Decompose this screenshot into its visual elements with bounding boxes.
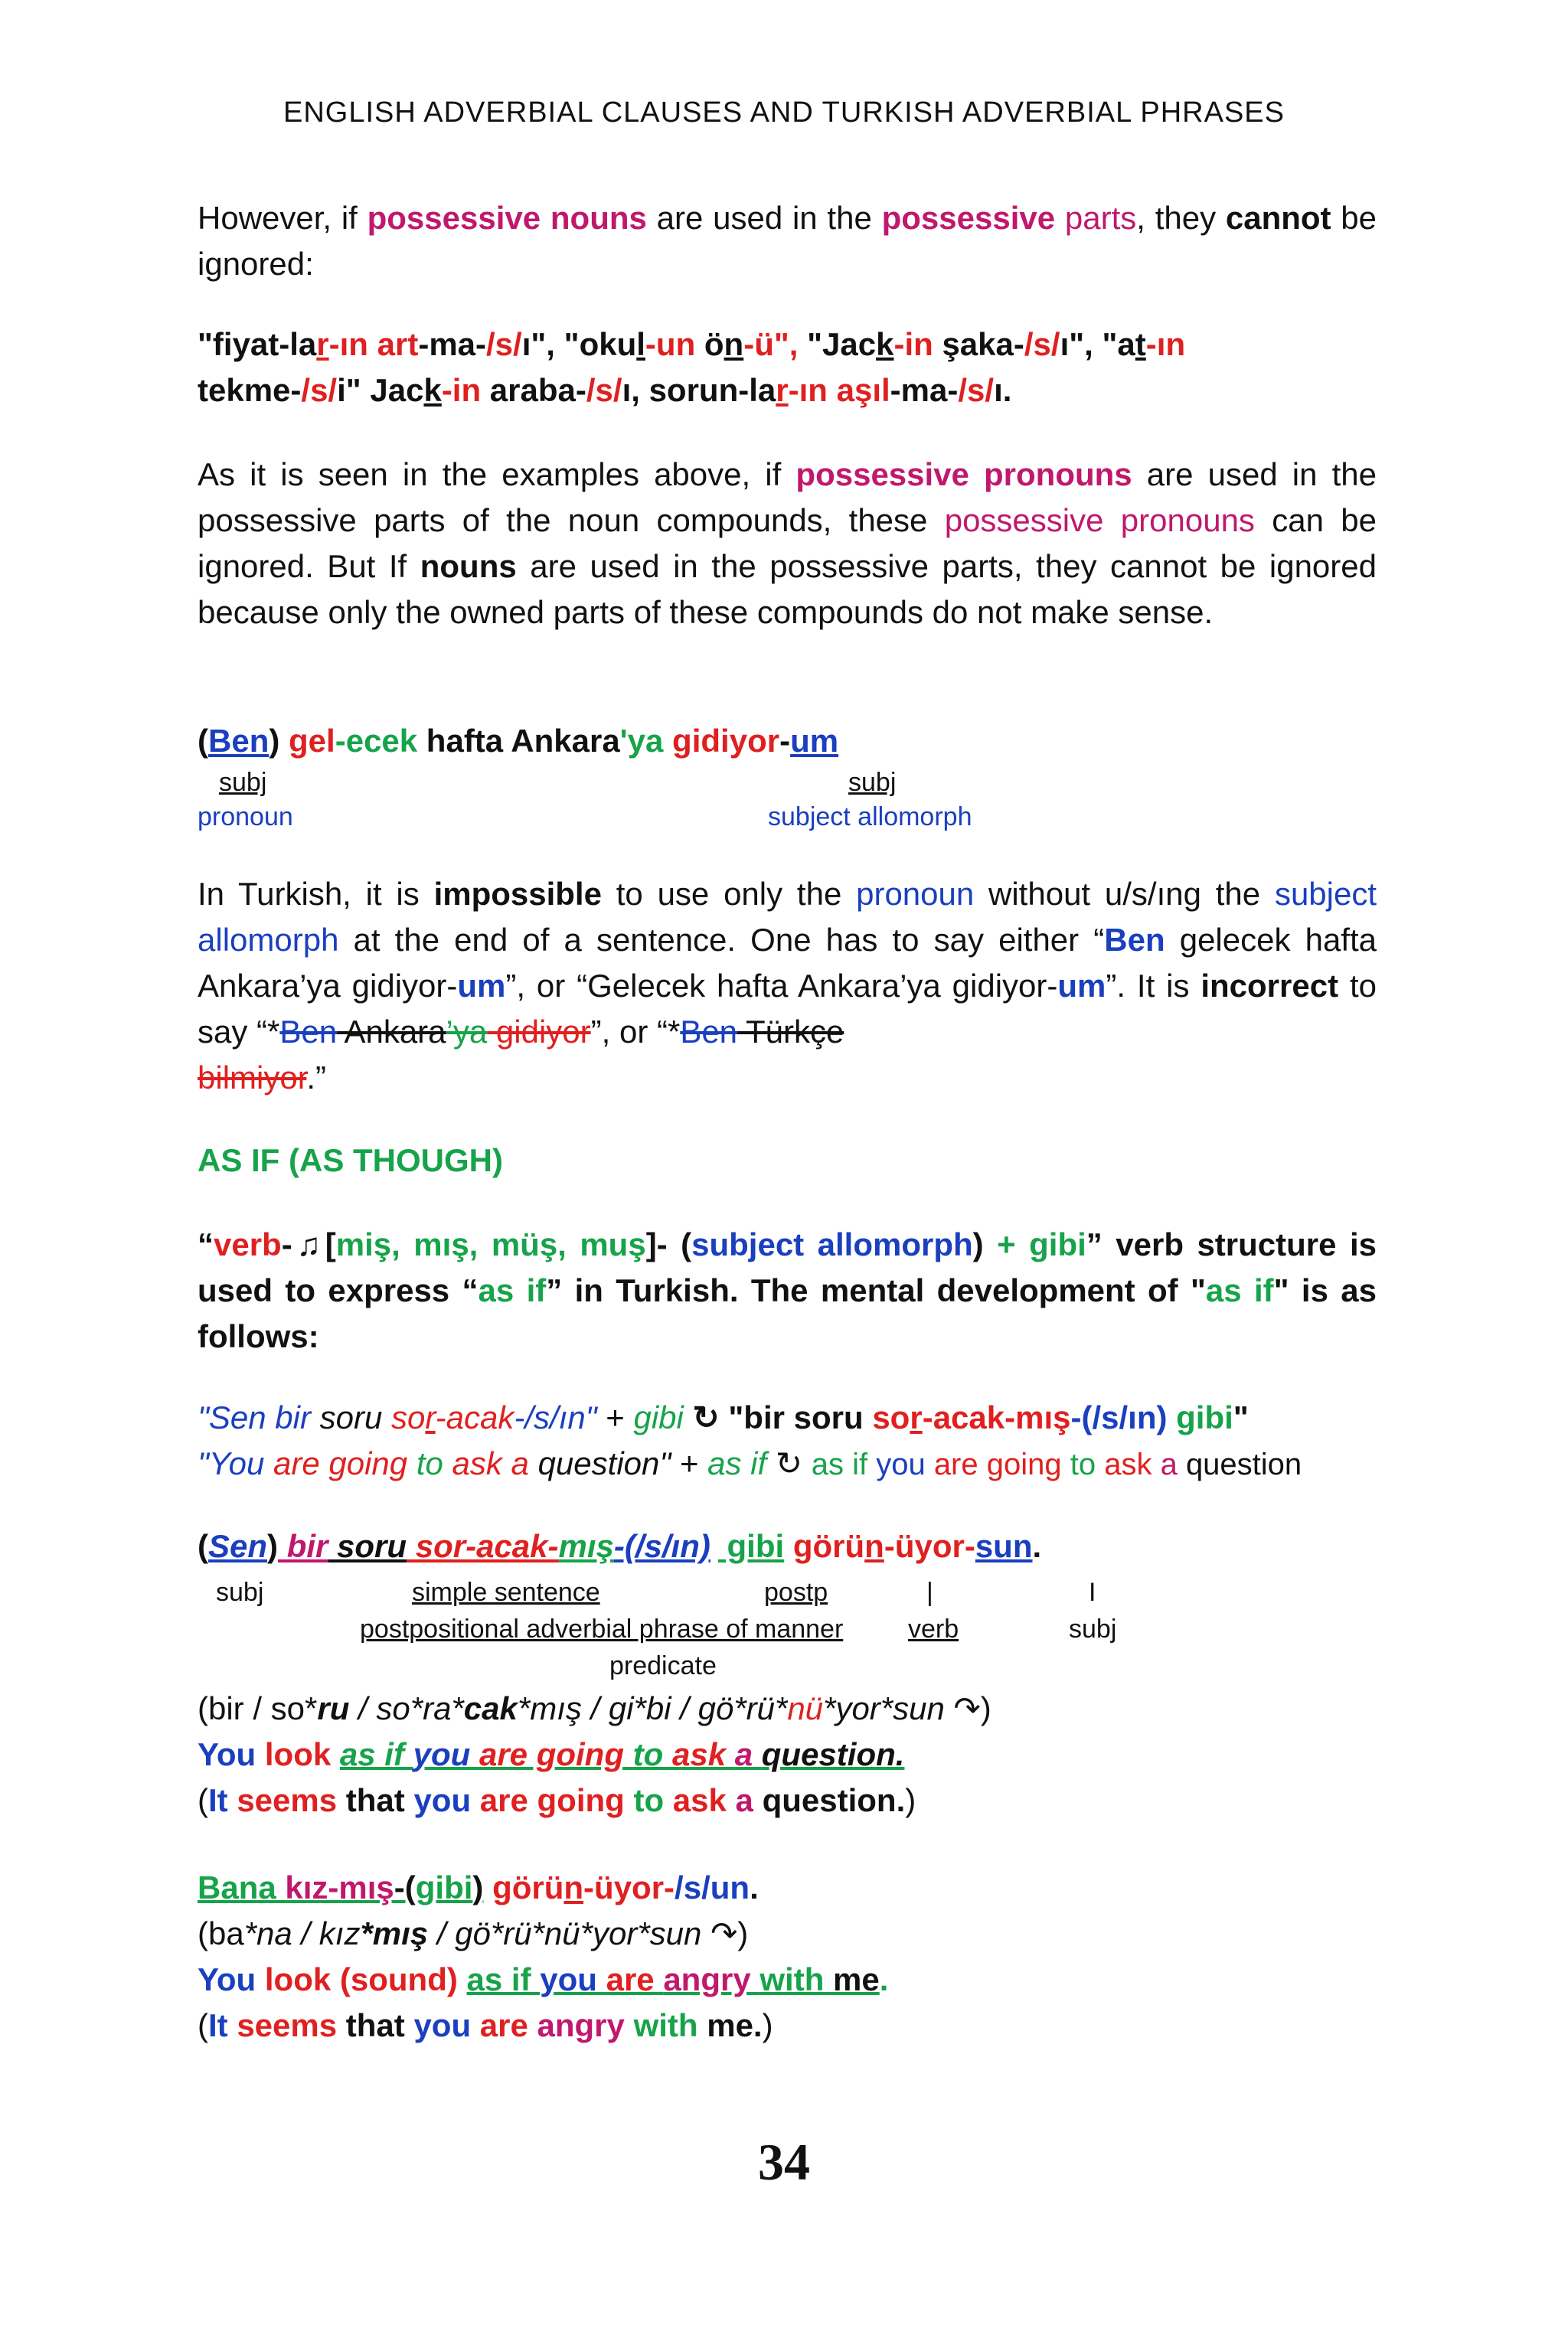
text: a xyxy=(1160,1448,1186,1481)
text: soru xyxy=(328,1528,407,1564)
ex-underlined: k xyxy=(423,372,442,408)
ex-text: şaka- xyxy=(933,326,1024,362)
mis: mış xyxy=(338,1869,394,1905)
suffix: -acak- xyxy=(922,1399,1016,1435)
highlight-possessive-nouns: possessive nouns xyxy=(367,200,647,236)
verb-root: gel xyxy=(279,723,335,759)
text: ) xyxy=(980,1690,991,1726)
text: that xyxy=(345,1782,414,1818)
stress: *mış xyxy=(360,1915,429,1951)
term-um: um xyxy=(1057,968,1106,1004)
text: ask xyxy=(671,1736,735,1772)
text: are going xyxy=(273,1445,416,1481)
ex-suffix: -ın xyxy=(788,372,828,408)
text: seems xyxy=(237,1782,346,1818)
text: you xyxy=(876,1448,934,1481)
text: ask xyxy=(672,1782,736,1818)
ex-suffix: -in xyxy=(441,372,482,408)
ex-text: "fiyat-la xyxy=(198,326,317,362)
text: look xyxy=(264,1961,340,1997)
ex-buffer: /s/ xyxy=(1024,326,1060,362)
emphasis-incorrect: incorrect xyxy=(1200,968,1339,1004)
text: angry xyxy=(663,1961,760,1997)
verb: so xyxy=(391,1399,426,1435)
ex-text: tekme- xyxy=(198,372,302,408)
as-if: as if xyxy=(466,1961,541,1997)
label-subject-allomorph: subject allomorph xyxy=(768,802,972,831)
text: to xyxy=(416,1445,452,1481)
paren: ) xyxy=(267,1528,279,1564)
text: You xyxy=(198,1961,265,1997)
underlined: r xyxy=(425,1399,436,1435)
paren: ) xyxy=(762,2007,773,2043)
term-verb: verb xyxy=(214,1226,282,1262)
text: me xyxy=(833,1961,880,1997)
ex-suffix: -un xyxy=(645,326,696,362)
ex-buffer: /s/ xyxy=(301,372,338,408)
emphasis-impossible: impossible xyxy=(433,876,602,912)
text: question xyxy=(1185,1448,1302,1481)
subject-allomorph: sun xyxy=(975,1528,1033,1564)
ex-text: ı", xyxy=(1060,326,1093,362)
term-as-if: as if xyxy=(478,1272,547,1308)
term-gibi: gibi xyxy=(1029,1226,1086,1262)
intonation-icon: ↷ xyxy=(710,1915,738,1951)
text: bi xyxy=(645,1690,671,1726)
translation-2 xyxy=(198,1778,916,1824)
text: Bana xyxy=(198,1869,286,1905)
ex-buffer: /s/ xyxy=(958,372,995,408)
struck-text: Ankara xyxy=(337,1014,446,1050)
text: "You xyxy=(198,1445,273,1481)
struck-pronoun: Sen xyxy=(208,1528,268,1564)
label-predicate: predicate xyxy=(609,1651,717,1680)
paren: ( xyxy=(198,723,208,759)
ex-text: "oku xyxy=(554,326,637,362)
term-subject-allomorph: subject allomorph xyxy=(691,1226,973,1262)
as-if: as if xyxy=(811,1448,877,1481)
text: ” in Turkish. The mental development of " xyxy=(546,1272,1206,1308)
as-if: as if xyxy=(707,1445,767,1481)
paren: ( xyxy=(198,1528,208,1564)
ex-underlined: t xyxy=(1135,326,1146,362)
struck-verb: gidiyor xyxy=(487,1014,591,1050)
examples-paragraph xyxy=(198,322,1377,413)
highlight-parts: parts xyxy=(1055,200,1137,236)
text: soru xyxy=(319,1399,392,1435)
mis: mış xyxy=(1015,1399,1071,1435)
text: are used in the possessive parts, they cannot be ignored because only the owned parts of these compounds do not make sense. xyxy=(198,548,1377,630)
intonation-icon: ↷ xyxy=(953,1690,981,1726)
label-subj-2: subj xyxy=(848,768,897,797)
text: to xyxy=(633,1782,673,1818)
text: In Turkish, it is xyxy=(198,876,434,912)
label-subj-2: subj xyxy=(1069,1615,1117,1644)
ex-underlined: n xyxy=(724,326,744,362)
verb-structure-rule xyxy=(198,1222,1377,1360)
text: However, if xyxy=(198,200,368,236)
plus: + xyxy=(983,1226,1030,1262)
paren: ( xyxy=(198,2007,208,2043)
ex-text: i" xyxy=(337,372,361,408)
text: .” xyxy=(306,1060,327,1096)
text: ”, or “* xyxy=(590,1014,681,1050)
struck-verb: bilmiyor xyxy=(198,1060,307,1096)
suffix: -üyor- xyxy=(884,1528,975,1564)
highlight-possessive-pronouns-2: possessive pronouns xyxy=(944,502,1255,538)
term-subject-allomorph: subject allomorph xyxy=(198,876,1377,958)
buffer: /s/ xyxy=(675,1869,710,1905)
case-suffix: 'ya xyxy=(619,723,664,759)
translation-4 xyxy=(198,2003,773,2049)
label-phrase: postpositional adverbial phrase of manner xyxy=(360,1615,844,1644)
ex-suffix: -ü", xyxy=(743,326,799,362)
suffix: -üyor- xyxy=(583,1869,675,1905)
text: ask xyxy=(452,1445,511,1481)
text: to xyxy=(632,1736,672,1772)
ex-root: aşıl xyxy=(827,372,890,408)
text: As it is seen in the examples above, if xyxy=(198,456,796,492)
text: question. xyxy=(761,1736,905,1772)
term-mis: miş, mış, müş, muş xyxy=(335,1226,646,1262)
pronunciation-1 xyxy=(198,1686,991,1732)
text: can be ignored. But If xyxy=(198,502,1377,584)
underlined: n xyxy=(564,1869,584,1905)
verb: kız- xyxy=(285,1869,339,1905)
ex-text: sorun-la xyxy=(639,372,776,408)
text: to say “* xyxy=(198,968,1377,1050)
text: question" xyxy=(537,1445,671,1481)
ex-buffer: /s/ xyxy=(586,372,622,408)
paren: ) xyxy=(269,723,280,759)
text: with xyxy=(760,1961,834,1997)
running-header: ENGLISH ADVERBIAL CLAUSES AND TURKISH ADVERBIAL PHRASES xyxy=(283,96,1285,129)
text: you xyxy=(540,1961,606,1997)
text: "bir soru xyxy=(728,1399,873,1435)
text: ”, or “Gelecek hafta Ankara’ya gidiyor- xyxy=(505,968,1058,1004)
underlined: n xyxy=(864,1528,884,1564)
text: (ba xyxy=(198,1915,244,1951)
text: *na / xyxy=(243,1915,319,1951)
suffix: /s/ın) xyxy=(1092,1399,1168,1435)
text: -♫[ xyxy=(281,1226,336,1262)
term-pronoun: pronoun xyxy=(856,876,975,912)
text: ]- ( xyxy=(645,1226,692,1262)
text: *mış / gi* xyxy=(517,1690,646,1726)
text: without u/s/ıng the xyxy=(974,876,1275,912)
text: hafta Ankara xyxy=(417,723,620,759)
text: ) xyxy=(737,1915,749,1951)
suffix: -acak xyxy=(435,1399,514,1435)
text: a xyxy=(735,1782,763,1818)
ex-text: "a xyxy=(1093,326,1135,362)
text: "Sen bir xyxy=(198,1399,320,1435)
text: “ xyxy=(198,1226,214,1262)
text: , they xyxy=(1136,200,1226,236)
verb: so xyxy=(872,1399,910,1435)
section-heading: AS IF (AS THOUGH) xyxy=(198,1142,503,1178)
ex-text: -ma- xyxy=(418,326,487,362)
ex-suffix: -ın xyxy=(1145,326,1186,362)
struck-suffix: ’ya xyxy=(446,1014,488,1050)
cycle-icon: ↻ xyxy=(683,1399,729,1435)
formula-turkish xyxy=(198,1395,1249,1441)
stress: ru xyxy=(317,1690,350,1726)
text: ask xyxy=(1104,1448,1161,1481)
cycle-icon: ↻ xyxy=(766,1445,812,1481)
plus: + xyxy=(596,1399,634,1435)
formula-english xyxy=(198,1441,1302,1487)
ex-underlined: r xyxy=(776,372,789,408)
text: that xyxy=(345,2007,414,2043)
text: to xyxy=(1070,1448,1105,1481)
text: to use only the xyxy=(601,876,857,912)
text: kız xyxy=(318,1915,361,1951)
text: are used in the xyxy=(646,200,882,236)
ex-suffix: -ın xyxy=(328,326,368,362)
intro-paragraph xyxy=(198,195,1377,287)
impossible-paragraph xyxy=(198,871,1377,1101)
text: look xyxy=(264,1736,340,1772)
emphasis-nouns: nouns xyxy=(420,548,517,584)
text: *yor*sun xyxy=(823,1690,954,1726)
text: gelecek hafta Ankara’ya gidiyor- xyxy=(198,922,1377,1004)
bracket-bar: I xyxy=(1089,1578,1096,1607)
text: . xyxy=(750,1869,759,1905)
translation-1 xyxy=(198,1732,904,1778)
struck-pronoun: Ben xyxy=(208,723,270,759)
stress: nü xyxy=(787,1690,824,1726)
text: . xyxy=(1032,1528,1042,1564)
struck-text: Türkçe xyxy=(737,1014,844,1050)
bracket-bar: | xyxy=(926,1578,933,1607)
text: ) xyxy=(972,1226,984,1262)
term-um: um xyxy=(457,968,506,1004)
label-verb: verb xyxy=(908,1615,959,1644)
struck-ben: Ben xyxy=(680,1014,738,1050)
text: bir xyxy=(278,1528,328,1564)
subject-allomorph: un xyxy=(710,1869,750,1905)
verb: görü xyxy=(483,1869,564,1905)
possessive-pronouns-paragraph xyxy=(198,452,1377,635)
paren: ) xyxy=(905,1782,916,1818)
gibi: gibi xyxy=(415,1869,473,1905)
text: (bir / so* xyxy=(198,1690,318,1726)
paren: ( xyxy=(198,1782,208,1818)
ex-text: ı", xyxy=(521,326,555,362)
text: " xyxy=(1233,1399,1249,1435)
text: / gö*rü*nü*yor*sun xyxy=(428,1915,711,1951)
suffix: -/s/ın" xyxy=(514,1399,597,1435)
verb: gidiyor xyxy=(663,723,780,759)
translation-3 xyxy=(198,1957,888,2003)
text: seems xyxy=(237,2007,346,2043)
text: a xyxy=(734,1736,762,1772)
ex-root: art xyxy=(368,326,419,362)
ex-text: Jac xyxy=(361,372,424,408)
ex-underlined: l xyxy=(636,326,645,362)
highlight-possessive: possessive xyxy=(881,200,1056,236)
text: ”. It is xyxy=(1106,968,1201,1004)
ex-text: ö xyxy=(695,326,724,362)
text: . xyxy=(879,1961,889,1997)
text: are xyxy=(479,2007,537,2043)
ben-example-sentence xyxy=(198,718,838,764)
ex-text: araba- xyxy=(481,372,586,408)
ex-text: ı, xyxy=(622,372,640,408)
text: / gö*rü* xyxy=(671,1690,788,1726)
label-subj: subj xyxy=(216,1578,264,1607)
text: " is as follows: xyxy=(198,1272,1377,1354)
text: -( xyxy=(394,1869,416,1905)
mis: mış xyxy=(558,1528,614,1564)
page-number: 34 xyxy=(758,2133,810,2191)
pronunciation-2 xyxy=(198,1911,748,1957)
term-ben: Ben xyxy=(1104,922,1165,958)
text: are used in the possessive parts of the noun compounds, these xyxy=(198,456,1377,538)
underlined: r xyxy=(910,1399,923,1435)
text: You xyxy=(198,1736,265,1772)
ex-text: -ma- xyxy=(890,372,959,408)
stress: cak xyxy=(463,1690,518,1726)
highlight-possessive-pronouns: possessive pronouns xyxy=(795,456,1132,492)
text: at the end of a sentence. One has to say either “ xyxy=(338,922,1105,958)
text: question. xyxy=(762,1782,906,1818)
ex-text: "Jac xyxy=(798,326,877,362)
text: It xyxy=(208,1782,237,1818)
text: angry xyxy=(537,2007,634,2043)
text: me. xyxy=(707,2007,763,2043)
text: (sound) xyxy=(339,1961,467,1997)
ex-underlined: r xyxy=(316,326,329,362)
text: you xyxy=(413,1782,480,1818)
text: be ignored: xyxy=(198,200,1377,282)
text: are going xyxy=(479,1736,633,1772)
label-subj-1: subj xyxy=(219,768,267,797)
example-sentence-2 xyxy=(198,1865,759,1911)
gibi: gibi xyxy=(633,1399,684,1435)
text: you xyxy=(413,2007,480,2043)
text: you xyxy=(413,1736,479,1772)
text: are xyxy=(606,1961,664,1997)
text: / so*ra* xyxy=(349,1690,464,1726)
text: with xyxy=(633,2007,707,2043)
text: ) xyxy=(472,1869,484,1905)
text: ” verb structure is used to express “ xyxy=(198,1226,1377,1308)
text: a xyxy=(511,1445,538,1481)
subject-allomorph: um xyxy=(790,723,839,759)
text: are going xyxy=(479,1782,634,1818)
verb: görü xyxy=(784,1528,865,1564)
ex-text: ı. xyxy=(994,372,1012,408)
struck-suffix: -(/s/ın) xyxy=(613,1528,710,1564)
text: -( xyxy=(1070,1399,1093,1435)
plus: + xyxy=(671,1445,708,1481)
label-pronoun: pronoun xyxy=(198,802,293,831)
ex-suffix: -in xyxy=(893,326,933,362)
as-if: as if xyxy=(339,1736,413,1772)
gibi: gibi xyxy=(1167,1399,1233,1435)
gibi: gibi xyxy=(717,1528,785,1564)
example-sentence-1 xyxy=(198,1523,1041,1569)
text: are going xyxy=(933,1448,1070,1481)
label-postp: postp xyxy=(764,1578,828,1607)
emphasis-cannot: cannot xyxy=(1225,200,1331,236)
dash: - xyxy=(779,723,791,759)
struck-ben: Ben xyxy=(279,1014,338,1050)
label-simple-sentence: simple sentence xyxy=(412,1578,600,1607)
verb: sor-acak- xyxy=(407,1528,559,1564)
text: It xyxy=(208,2007,237,2043)
term-as-if: as if xyxy=(1205,1272,1274,1308)
suffix: -ecek xyxy=(335,723,418,759)
ex-buffer: /s/ xyxy=(486,326,522,362)
ex-underlined: k xyxy=(876,326,894,362)
